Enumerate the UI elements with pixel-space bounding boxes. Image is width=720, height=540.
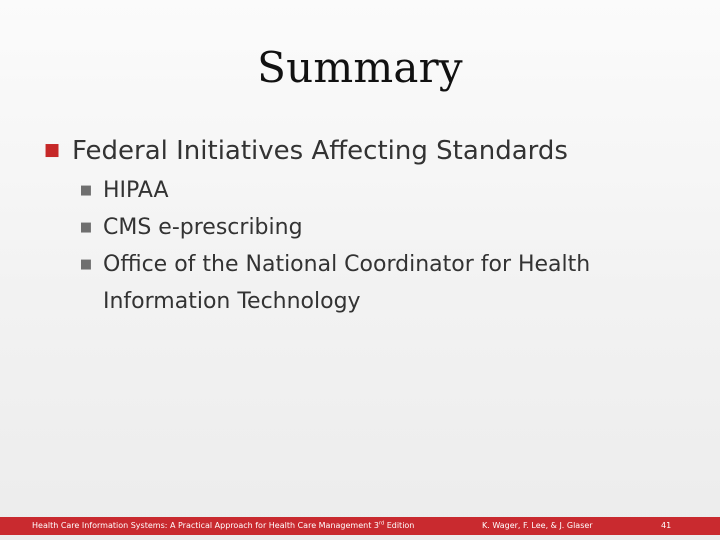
square-bullet-icon: ■ — [79, 220, 93, 235]
slide-page-number: 41 — [661, 521, 672, 530]
slide-footer — [0, 517, 720, 535]
sub-bullet-text: Office of the National Coordinator for Health Information Technology — [103, 252, 591, 314]
footer-book-title-main: Health Care Information Systems: A Practical Approach for Health Care Management 3 — [32, 521, 379, 530]
sub-bullet-item — [79, 246, 639, 320]
footer-book-title-end: Edition — [384, 521, 415, 530]
square-bullet-icon: ■ — [44, 139, 61, 160]
sub-bullet-item — [79, 209, 639, 246]
sub-bullet-item — [79, 172, 639, 209]
sub-bullet-text: CMS e-prescribing — [103, 215, 303, 240]
sub-bullet-text: HIPAA — [103, 178, 169, 203]
main-bullet — [44, 133, 684, 169]
slide-title: Summary — [257, 43, 463, 92]
square-bullet-icon: ■ — [79, 183, 93, 198]
footer-authors: K. Wager, F. Lee, & J. Glaser — [482, 521, 593, 530]
footer-edition-suffix: rd — [379, 520, 385, 527]
sub-bullet-list — [79, 172, 639, 320]
main-bullet-text: Federal Initiatives Affecting Standards — [72, 136, 568, 166]
footer-book-title — [32, 517, 452, 535]
square-bullet-icon: ■ — [79, 257, 93, 272]
